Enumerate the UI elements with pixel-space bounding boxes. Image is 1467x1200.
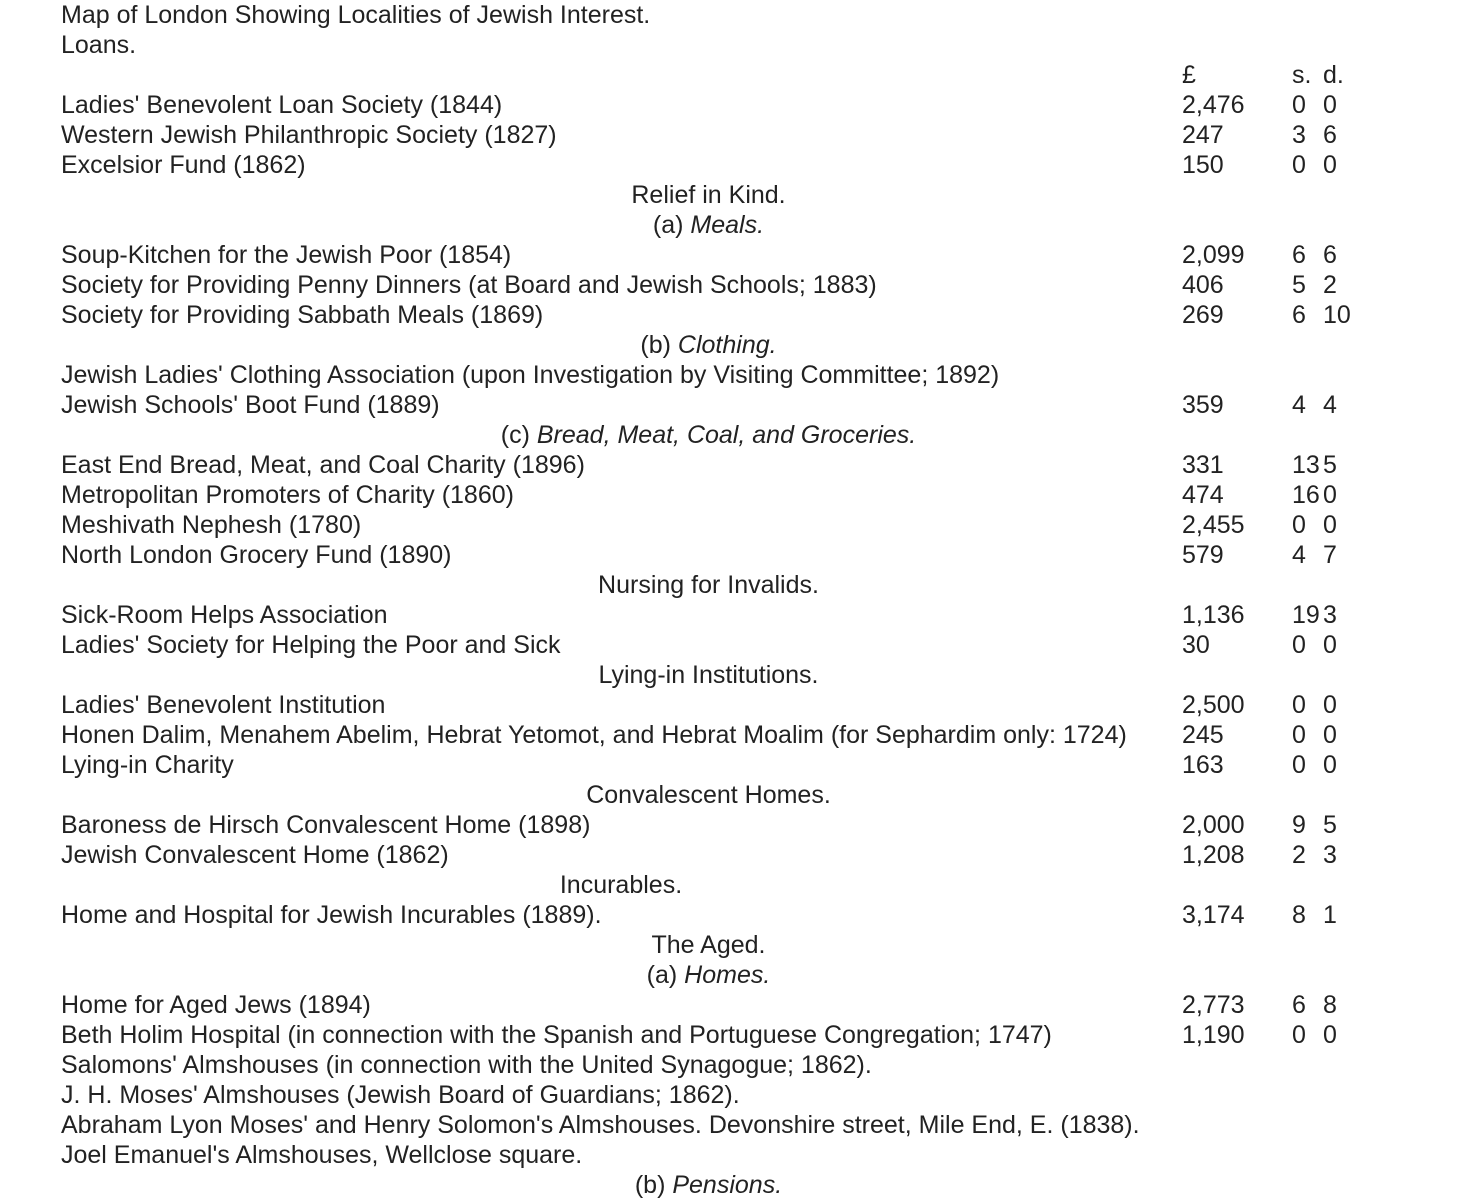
row-pence: 0 — [1323, 1021, 1337, 1049]
row-shillings: 0 — [1292, 1021, 1306, 1049]
section-heading-nursing-line — [61, 570, 1451, 600]
row-shillings: 0 — [1292, 631, 1306, 659]
subsection-heading-clothing-line — [61, 330, 1451, 360]
row-name: Excelsior Fund (1862) — [61, 151, 306, 179]
row-pounds: 3,174 — [1182, 901, 1245, 929]
row-name: Soup-Kitchen for the Jewish Poor (1854) — [61, 241, 512, 269]
subsection-label: Clothing. — [677, 331, 777, 359]
row-pounds: 331 — [1182, 451, 1224, 479]
row-shillings: 13 — [1292, 451, 1320, 479]
row-name: Jewish Ladies' Clothing Association (upon Investigation by Visiting Committee; 1892) — [61, 361, 1000, 389]
section-heading-aged: The Aged. — [651, 931, 766, 959]
table-row — [61, 630, 1451, 660]
document-title-line — [61, 0, 1451, 30]
row-shillings: 6 — [1292, 301, 1306, 329]
row-pence: 0 — [1323, 691, 1337, 719]
subsection-label: Bread, Meat, Coal, and Groceries. — [536, 421, 917, 449]
section-heading-nursing: Nursing for Invalids. — [598, 571, 819, 599]
subsection-label: Meals. — [690, 211, 765, 239]
row-pence: 2 — [1323, 271, 1337, 299]
subsection-label: Pensions. — [672, 1171, 783, 1199]
row-pence: 0 — [1323, 721, 1337, 749]
table-row — [61, 690, 1451, 720]
row-pounds: 245 — [1182, 721, 1224, 749]
row-pence: 0 — [1323, 511, 1337, 539]
subsection-prefix: (a) — [646, 961, 685, 989]
row-name: Society for Providing Sabbath Meals (1869) — [61, 301, 544, 329]
row-name: East End Bread, Meat, and Coal Charity (1896) — [61, 451, 585, 479]
table-row — [61, 510, 1451, 540]
row-pounds: 269 — [1182, 301, 1224, 329]
table-row — [61, 750, 1451, 780]
subsection-heading-homes — [61, 960, 1356, 990]
row-name: Beth Holim Hospital (in connection with the Spanish and Portuguese Congregation; 1747) — [61, 1021, 1052, 1049]
table-row — [61, 1020, 1451, 1050]
row-shillings: 6 — [1292, 241, 1306, 269]
section-heading-lying-in: Lying-in Institutions. — [598, 661, 819, 689]
row-pounds: 1,136 — [1182, 601, 1245, 629]
table-row — [61, 720, 1451, 750]
row-pence: 0 — [1323, 631, 1337, 659]
row-pounds: 247 — [1182, 121, 1224, 149]
column-header-pence: d. — [1323, 61, 1344, 89]
row-name: Lying-in Charity — [61, 751, 234, 779]
row-shillings: 2 — [1292, 841, 1306, 869]
table-row — [61, 390, 1451, 420]
row-name: Meshivath Nephesh (1780) — [61, 511, 362, 539]
row-pence: 0 — [1323, 151, 1337, 179]
row-pounds: 163 — [1182, 751, 1224, 779]
subsection-prefix: (b) — [640, 331, 678, 359]
table-row — [61, 810, 1451, 840]
row-pounds: 2,000 — [1182, 811, 1245, 839]
row-shillings: 4 — [1292, 391, 1306, 419]
row-name: Society for Providing Penny Dinners (at Board and Jewish Schools; 1883) — [61, 271, 877, 299]
row-name: Western Jewish Philanthropic Society (1827) — [61, 121, 557, 149]
row-pence: 5 — [1323, 811, 1337, 839]
row-pounds: 474 — [1182, 481, 1224, 509]
row-pence: 6 — [1323, 121, 1337, 149]
section-heading-incurables: Incurables. — [559, 871, 683, 899]
row-pounds: 2,500 — [1182, 691, 1245, 719]
table-row — [61, 300, 1451, 330]
row-shillings: 0 — [1292, 691, 1306, 719]
row-shillings: 3 — [1292, 121, 1306, 149]
table-row — [61, 150, 1451, 180]
row-shillings: 0 — [1292, 151, 1306, 179]
row-pence: 3 — [1323, 841, 1337, 869]
section-heading-loans: Loans. — [61, 31, 137, 59]
row-pence: 0 — [1323, 481, 1337, 509]
row-name: J. H. Moses' Almshouses (Jewish Board of Guardians; 1862). — [61, 1081, 740, 1109]
row-pence: 6 — [1323, 241, 1337, 269]
row-pence: 7 — [1323, 541, 1337, 569]
subsection-prefix: (c) — [500, 421, 537, 449]
row-name: Joel Emanuel's Almshouses, Wellclose square. — [61, 1141, 583, 1169]
document-body — [61, 0, 1451, 1200]
subsection-heading-bread-line — [61, 420, 1451, 450]
row-pounds: 406 — [1182, 271, 1224, 299]
section-heading-incurables-line — [61, 870, 1451, 900]
subsection-label: Homes. — [684, 961, 771, 989]
subsection-heading-pensions — [61, 1170, 1356, 1200]
table-row — [61, 360, 1451, 390]
row-name: Jewish Schools' Boot Fund (1889) — [61, 391, 440, 419]
row-pence: 3 — [1323, 601, 1337, 629]
row-shillings: 19 — [1292, 601, 1320, 629]
row-shillings: 0 — [1292, 91, 1306, 119]
row-name: Jewish Convalescent Home (1862) — [61, 841, 449, 869]
row-name: Baroness de Hirsch Convalescent Home (1898) — [61, 811, 591, 839]
row-pounds: 579 — [1182, 541, 1224, 569]
row-name: Honen Dalim, Menahem Abelim, Hebrat Yetomot, and Hebrat Moalim (for Sephardim only: 1724) — [61, 721, 1127, 749]
row-name: Metropolitan Promoters of Charity (1860) — [61, 481, 514, 509]
row-name: North London Grocery Fund (1890) — [61, 541, 452, 569]
subsection-heading-meals-line — [61, 210, 1451, 240]
subsection-heading-meals — [61, 210, 1356, 240]
row-name: Home and Hospital for Jewish Incurables (1889). — [61, 901, 602, 929]
row-pounds: 2,455 — [1182, 511, 1245, 539]
row-pounds: 2,476 — [1182, 91, 1245, 119]
row-pounds: 2,773 — [1182, 991, 1245, 1019]
section-heading-convalescent-line — [61, 780, 1451, 810]
row-name: Abraham Lyon Moses' and Henry Solomon's Almshouses. Devonshire street, Mile End, E. (1838). — [61, 1111, 1140, 1139]
subsection-heading-pensions-line — [61, 1170, 1451, 1200]
row-shillings: 4 — [1292, 541, 1306, 569]
row-name: Ladies' Society for Helping the Poor and Sick — [61, 631, 561, 659]
table-row — [61, 990, 1451, 1020]
row-shillings: 16 — [1292, 481, 1320, 509]
table-row — [61, 1080, 1451, 1110]
subsection-heading-bread — [61, 420, 1356, 450]
table-row — [61, 840, 1451, 870]
table-row — [61, 540, 1451, 570]
table-row — [61, 450, 1451, 480]
table-row — [61, 240, 1451, 270]
document-title: Map of London Showing Localities of Jewish Interest. — [61, 1, 651, 29]
table-row — [61, 600, 1451, 630]
row-pounds: 359 — [1182, 391, 1224, 419]
table-row — [61, 900, 1451, 930]
subsection-heading-clothing — [61, 330, 1356, 360]
row-pence: 8 — [1323, 991, 1337, 1019]
column-header-shillings: s. — [1292, 61, 1312, 89]
row-shillings: 8 — [1292, 901, 1306, 929]
row-shillings: 0 — [1292, 721, 1306, 749]
row-shillings: 5 — [1292, 271, 1306, 299]
row-name: Ladies' Benevolent Institution — [61, 691, 386, 719]
table-row — [61, 90, 1451, 120]
table-row — [61, 1140, 1451, 1170]
table-row — [61, 270, 1451, 300]
row-pence: 5 — [1323, 451, 1337, 479]
section-heading-convalescent: Convalescent Homes. — [586, 781, 831, 809]
row-shillings: 6 — [1292, 991, 1306, 1019]
row-pounds: 2,099 — [1182, 241, 1245, 269]
table-row — [61, 1050, 1451, 1080]
section-loans-line — [61, 30, 1451, 60]
row-pence: 0 — [1323, 751, 1337, 779]
row-shillings: 0 — [1292, 511, 1306, 539]
section-heading-relief: Relief in Kind. — [631, 181, 786, 209]
row-pence: 1 — [1323, 901, 1337, 929]
row-pence: 10 — [1323, 301, 1351, 329]
row-pounds: 1,208 — [1182, 841, 1245, 869]
table-row — [61, 480, 1451, 510]
row-shillings: 0 — [1292, 751, 1306, 779]
subsection-prefix: (a) — [652, 211, 691, 239]
section-heading-aged-line — [61, 930, 1451, 960]
subsection-heading-homes-line — [61, 960, 1451, 990]
row-pence: 4 — [1323, 391, 1337, 419]
table-row — [61, 120, 1451, 150]
row-name: Salomons' Almshouses (in connection with the United Synagogue; 1862). — [61, 1051, 872, 1079]
row-pence: 0 — [1323, 91, 1337, 119]
section-heading-relief-line — [61, 180, 1451, 210]
table-row — [61, 1110, 1451, 1140]
row-name: Sick-Room Helps Association — [61, 601, 388, 629]
row-pounds: 1,190 — [1182, 1021, 1245, 1049]
column-header-row — [61, 60, 1451, 90]
row-name: Ladies' Benevolent Loan Society (1844) — [61, 91, 503, 119]
subsection-prefix: (b) — [634, 1171, 673, 1199]
row-shillings: 9 — [1292, 811, 1306, 839]
row-pounds: 150 — [1182, 151, 1224, 179]
row-pounds: 30 — [1182, 631, 1210, 659]
section-heading-lying-in-line — [61, 660, 1451, 690]
column-header-pounds: £ — [1182, 61, 1196, 89]
row-name: Home for Aged Jews (1894) — [61, 991, 371, 1019]
